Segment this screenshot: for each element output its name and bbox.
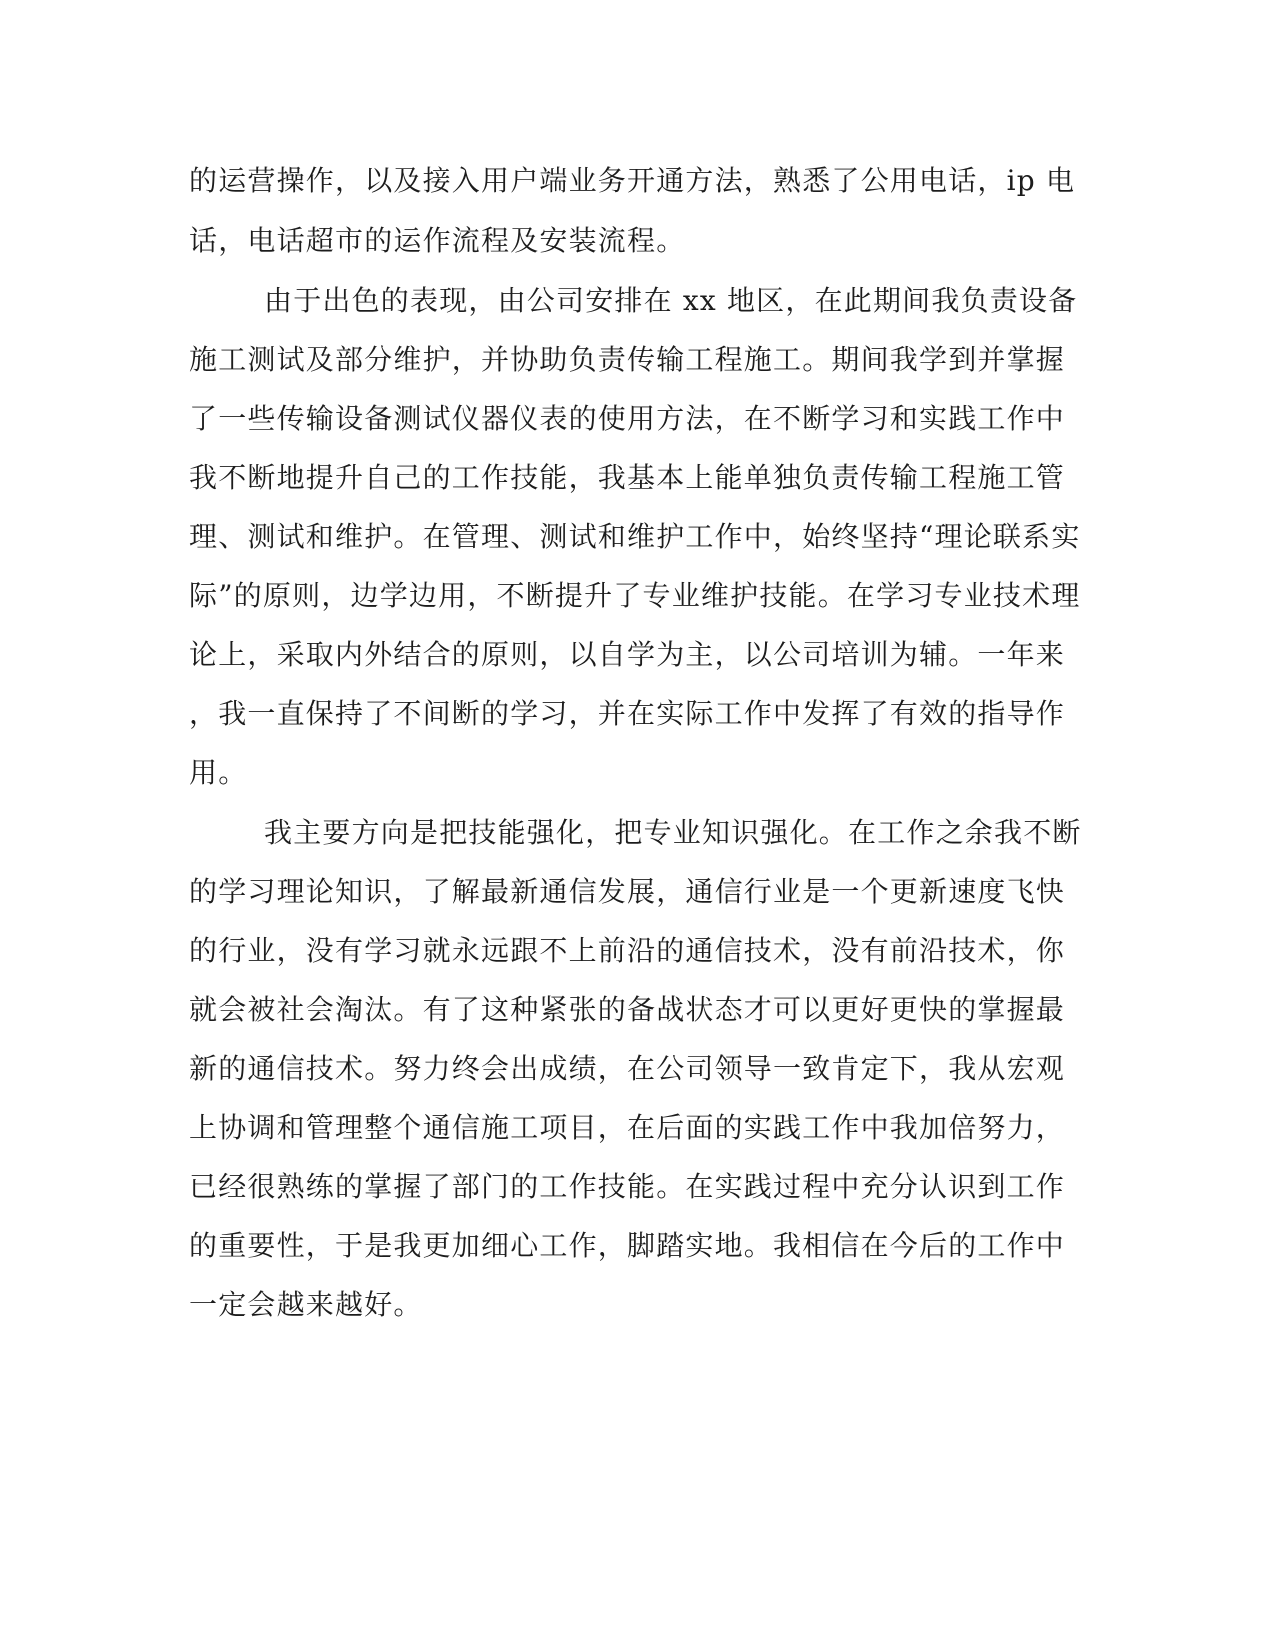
paragraph-3-line-6: 上协调和管理整个通信施工项目，在后面的实践工作中我加倍努力，	[189, 1111, 1066, 1144]
paragraph-2-line-8: ，我一直保持了不间断的学习，并在实际工作中发挥了有效的指导作	[189, 697, 1066, 730]
paragraph-1-line-2: 话，电话超市的运作流程及安装流程。	[189, 224, 686, 257]
paragraph-2-line-5: 理、测试和维护。在管理、测试和维护工作中，始终坚持“理论联系实	[189, 520, 1081, 553]
paragraph-3-line-8: 的重要性，于是我更加细心工作，脚踏实地。我相信在今后的工作中	[189, 1229, 1066, 1262]
paragraph-2-line-2: 施工测试及部分维护，并协助负责传输工程施工。期间我学到并掌握	[189, 343, 1066, 376]
paragraph-3-line-9: 一定会越来越好。	[189, 1288, 423, 1321]
paragraph-3-line-7: 已经很熟练的掌握了部门的工作技能。在实践过程中充分认识到工作	[189, 1170, 1066, 1203]
paragraph-2-line-4: 我不断地提升自己的工作技能，我基本上能单独负责传输工程施工管	[189, 461, 1066, 494]
paragraph-3-line-4: 就会被社会淘汰。有了这种紧张的备战状态才可以更好更快的掌握最	[189, 993, 1066, 1026]
paragraph-2-line-6: 际”的原则，边学边用，不断提升了专业维护技能。在学习专业技术理	[189, 579, 1081, 612]
paragraph-3-line-1: 我主要方向是把技能强化，把专业知识强化。在工作之余我不断	[264, 816, 1082, 849]
paragraph-2-line-3: 了一些传输设备测试仪器仪表的使用方法，在不断学习和实践工作中	[189, 402, 1066, 435]
paragraph-2-line-1: 由于出色的表现，由公司安排在 xx 地区，在此期间我负责设备	[264, 284, 1078, 317]
paragraph-2-line-7: 论上，采取内外结合的原则，以自学为主，以公司培训为辅。一年来	[189, 638, 1066, 671]
paragraph-3-line-3: 的行业，没有学习就永远跟不上前沿的通信技术，没有前沿技术，你	[189, 934, 1066, 967]
paragraph-3-line-2: 的学习理论知识，了解最新通信发展，通信行业是一个更新速度飞快	[189, 875, 1066, 908]
paragraph-1-line-1: 的运营操作，以及接入用户端业务开通方法，熟悉了公用电话，ip 电	[189, 164, 1076, 197]
paragraph-3-line-5: 新的通信技术。努力终会出成绩，在公司领导一致肯定下，我从宏观	[189, 1052, 1066, 1085]
paragraph-2-line-9: 用。	[189, 756, 248, 789]
